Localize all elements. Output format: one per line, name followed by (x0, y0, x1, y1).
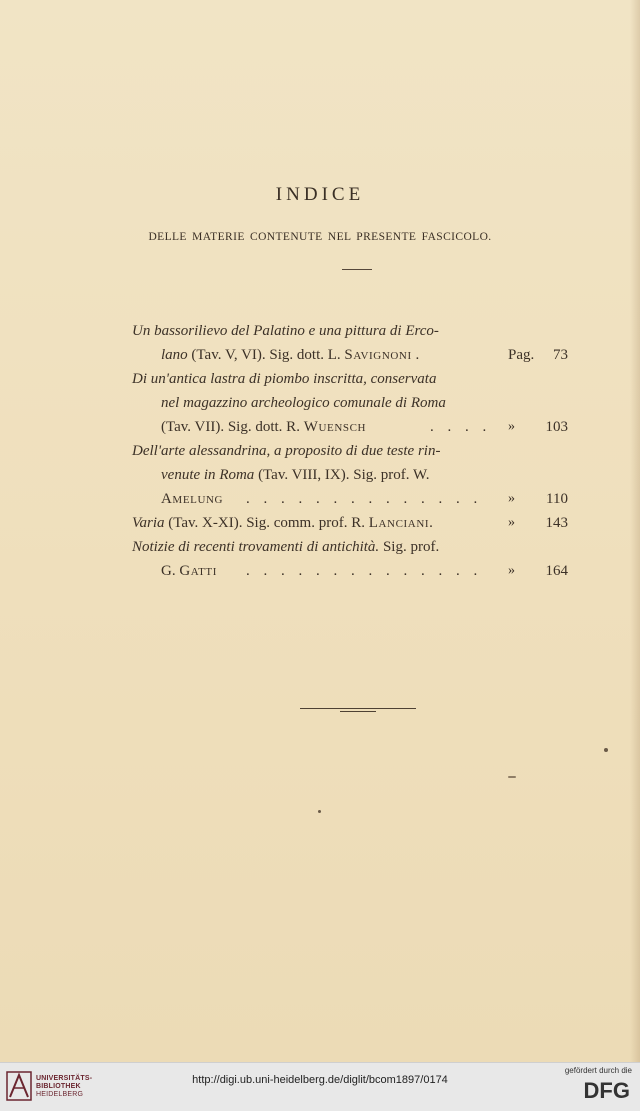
toc-entry-5-author: Gatti (179, 563, 218, 579)
toc-entry-4-line-1 (132, 514, 433, 532)
toc-entry-5-initial: G. (161, 563, 180, 579)
toc-entry-3-line-2 (161, 466, 430, 484)
funded-by-label: gefördert durch die (564, 1066, 632, 1075)
toc-entry-1-detail: (Tav. V, VI). Sig. dott. L. (187, 347, 345, 363)
toc-entry-1-author: Savignoni (344, 347, 412, 363)
paper-speck (318, 810, 321, 813)
toc-entry-1-place: lano (161, 347, 188, 363)
digitization-footer (0, 1062, 640, 1111)
toc-entry-1-line-2 (161, 346, 419, 364)
paper-speck (604, 748, 608, 752)
toc-entry-5-line-2 (161, 562, 217, 580)
toc-entry-2-leader-dots: . . . . (430, 419, 492, 435)
toc-entry-2-line-1: Di un'antica lastra di piombo inscritta, conservata (132, 371, 437, 387)
toc-entry-3-text: venute in (161, 467, 216, 483)
toc-entry-3-detail: (Tav. VIII, IX). Sig. prof. W. (254, 467, 430, 483)
toc-entry-2-line-3 (161, 418, 366, 436)
end-divider (300, 708, 416, 709)
toc-entry-3-line-1: Dell'arte alessandrina, a proposito di due teste rin- (132, 443, 441, 459)
library-name-line-1: UNIVERSITÄTS- (36, 1075, 93, 1082)
toc-entry-2-line-2: nel magazzino archeologico comunale di Roma (161, 395, 446, 411)
toc-entry-5-line-1 (132, 538, 439, 556)
toc-entry-4-title: Varia (132, 515, 165, 531)
toc-entry-3-ditto-mark: » (508, 491, 515, 506)
toc-entry-4-page: 143 (545, 515, 568, 531)
toc-entry-3-place: Roma (219, 467, 255, 483)
toc-entry-5-page: 164 (545, 563, 568, 579)
toc-entry-4-detail: (Tav. X-XI). Sig. comm. prof. R. (164, 515, 369, 531)
library-name-line-3: HEIDELBERG (36, 1091, 84, 1098)
toc-entry-4-dot: . (429, 515, 433, 531)
toc-entry-4-ditto-mark: » (508, 515, 515, 530)
toc-entry-3-page: 110 (546, 491, 568, 507)
library-name-line-2: BIBLIOTHEK (36, 1083, 81, 1090)
toc-entry-5-ditto-mark: » (508, 563, 515, 578)
paper-speck (508, 776, 516, 778)
toc-entry-5-title: Notizie di recenti trovamenti di antichità. (132, 539, 380, 555)
toc-entry-3-author: Amelung (161, 491, 224, 507)
toc-entry-5-detail: Sig. prof. (379, 539, 440, 555)
toc-entry-1-line-1: Un bassorilievo del Palatino e una pittura di Erco- (132, 323, 439, 339)
toc-page-prefix: Pag. (508, 347, 535, 363)
page-title: INDICE (275, 184, 365, 205)
dfg-logo: DFG (583, 1078, 630, 1103)
toc-entry-3-leader-dots: . . . . . . . . . . . . . . (246, 491, 483, 507)
toc-entry-2-author: Wuensch (303, 419, 367, 435)
toc-entry-1-dot: . (411, 347, 420, 363)
toc-entry-2-ditto-mark: » (508, 419, 515, 434)
toc-entry-1-page: 73 (553, 347, 568, 363)
toc-entry-4-author: Lanciani (368, 515, 430, 531)
page-subtitle: DELLE MATERIE CONTENUTE NEL PRESENTE FASCICOLO. (148, 231, 492, 243)
toc-entry-5-leader-dots: . . . . . . . . . . . . . . (246, 563, 483, 579)
end-divider-accent (340, 711, 376, 712)
toc-entry-2-page: 103 (545, 419, 568, 435)
toc-entry-2-detail: (Tav. VII). Sig. dott. R. (161, 419, 304, 435)
permalink-url[interactable]: http://digi.ub.uni-heidelberg.de/diglit/bcom1897/0174 (192, 1074, 448, 1086)
